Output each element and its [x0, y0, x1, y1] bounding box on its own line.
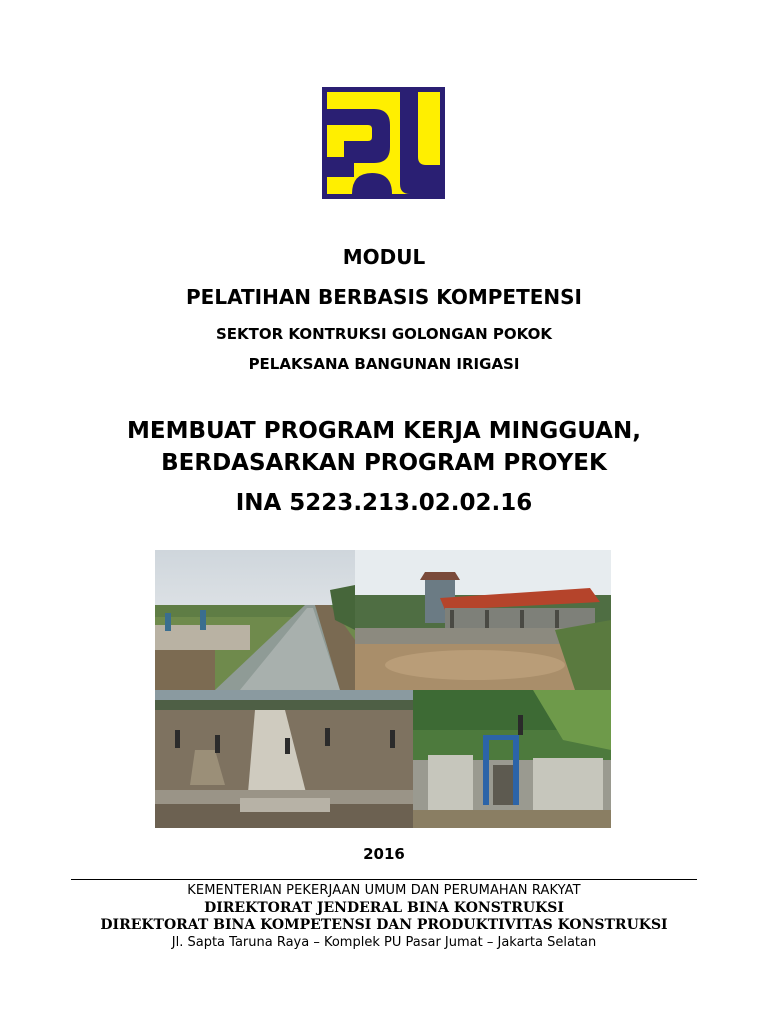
photo-field-workers — [155, 690, 413, 828]
photo-sluice-gate — [413, 690, 611, 828]
sector-label: SEKTOR KONTRUKSI GOLONGAN POKOK — [215, 325, 553, 343]
pu-logo-icon — [322, 87, 445, 199]
footer-divider — [71, 879, 697, 880]
pu-logo — [322, 87, 445, 199]
document-title-line-2: BERDASARKAN PROGRAM PROYEK — [161, 450, 607, 476]
office-address: Jl. Sapta Taruna Raya – Komplek PU Pasar Jumat – Jakarta Selatan — [171, 935, 597, 950]
photo-canal — [155, 550, 355, 690]
directorate-name: DIREKTORAT BINA KOMPETENSI DAN PRODUKTIVITAS KONSTRUKSI — [100, 917, 668, 933]
training-type: PELATIHAN BERBASIS KOMPETENSI — [186, 285, 582, 309]
occupation-label: PELAKSANA BANGUNAN IRIGASI — [248, 355, 520, 373]
module-label: MODUL — [342, 245, 426, 269]
photo-collage — [155, 550, 611, 828]
photo-weir-building — [355, 550, 611, 690]
document-title-line-1: MEMBUAT PROGRAM KERJA MINGGUAN, — [127, 418, 641, 444]
publication-year: 2016 — [363, 845, 405, 863]
ministry-name: KEMENTERIAN PEKERJAAN UMUM DAN PERUMAHAN RAKYAT — [187, 883, 581, 898]
unit-code: INA 5223.213.02.02.16 — [235, 490, 533, 516]
directorate-general-name: DIREKTORAT JENDERAL BINA KONSTRUKSI — [204, 900, 564, 916]
